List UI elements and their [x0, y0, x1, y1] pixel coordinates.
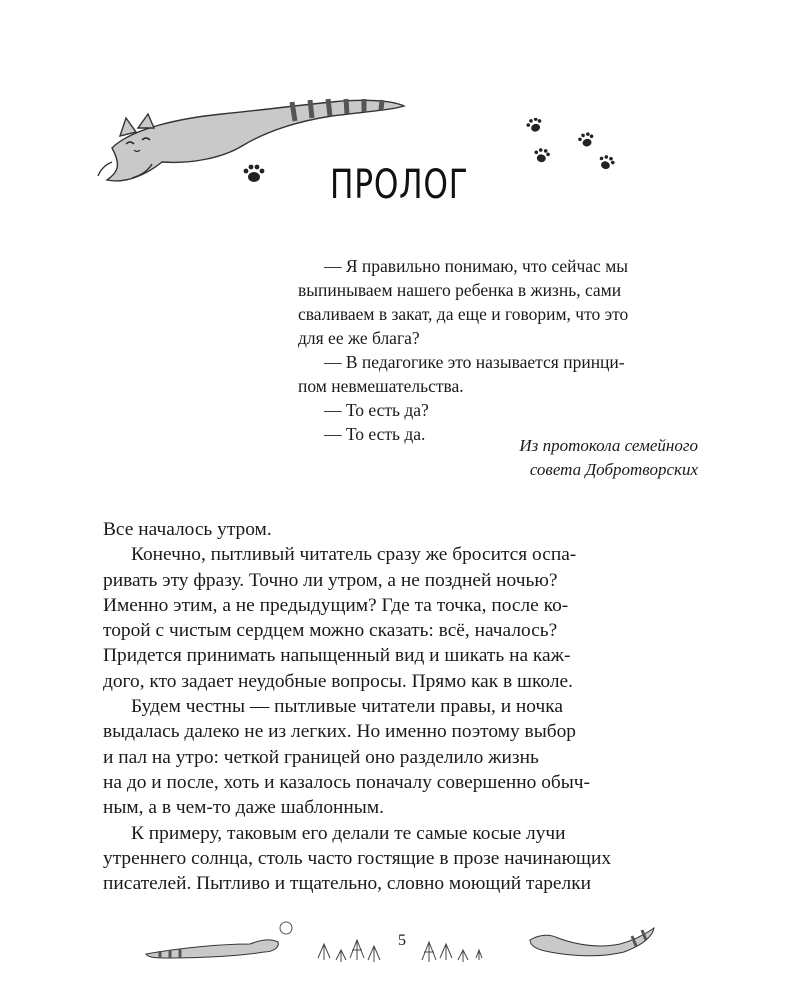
body-line: Именно этим, а не предыдущим? Где та точка, после ко- [103, 594, 569, 616]
body-line: Конечно, пытливый читатель сразу же бросится оспа- [131, 544, 577, 566]
body-line: дого, кто задает неудобные вопросы. Прямо как в школе. [103, 670, 573, 692]
epigraph-line: выпинываем нашего ребенка в жизнь, сами [298, 280, 622, 300]
epigraph-line: для ее же блага? [298, 328, 420, 348]
body-line: К примеру, таковым его делали те самые косые лучи [131, 822, 566, 844]
chapter-title: ПРОЛОГ [330, 162, 469, 208]
body-text [103, 517, 699, 896]
footer-cat-right-icon [530, 928, 654, 956]
epigraph-source [440, 434, 698, 482]
body-line: торой с чистым сердцем можно сказать: всё, началось? [103, 620, 558, 642]
epigraph-line: — Я правильно понимаю, что сейчас мы [324, 256, 629, 276]
body-line: и пал на утро: четкой границей оно разделило жизнь [103, 746, 539, 768]
paw-trail-icon [515, 118, 625, 178]
epigraph-line: пом невмешательства. [298, 376, 464, 396]
body-line: утреннего солнца, столь часто гостящие в прозе начинающих [103, 847, 612, 869]
body-line: Придется принимать напыщенный вид и шикать на каж- [103, 645, 571, 667]
body-line: на до и после, хоть и казалось поначалу совершенно обыч- [103, 771, 591, 793]
epigraph-line: — То есть да. [324, 424, 426, 444]
paw-print-icon [240, 162, 268, 186]
epigraph-line: сваливаем в закат, да еще и говорим, что это [298, 304, 629, 324]
source-line: Из протокола семейного [519, 436, 698, 455]
body-line: Будем честны — пытливые читатели правы, и ночка [131, 696, 563, 718]
epigraph-line: — В педагогике это называется принци- [324, 352, 625, 372]
epigraph-line: — То есть да? [324, 400, 429, 420]
footer-cat-left-icon [146, 922, 292, 958]
body-line: писателей. Пытливо и тщательно, словно моющий тарелки [103, 873, 592, 895]
body-line: ным, а в чем-то даже шаблонным. [103, 797, 384, 819]
source-line: совета Добротворских [529, 460, 698, 479]
body-line: выдалась далеко не из легких. Но именно поэтому выбор [103, 721, 576, 743]
body-line: ривать эту фразу. Точно ли утром, а не поздней ночью? [103, 569, 558, 591]
page-number: 5 [398, 932, 406, 949]
epigraph [298, 254, 700, 446]
body-line: Все началось утром. [103, 519, 272, 540]
